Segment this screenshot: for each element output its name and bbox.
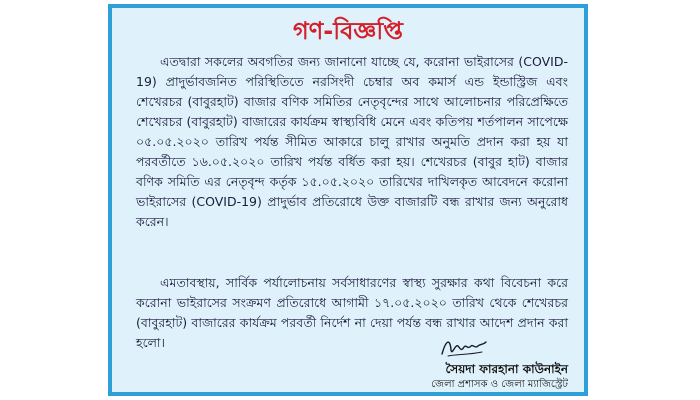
signatory-title: জেলা প্রশাসক ও জেলা ম্যাজিস্ট্রেট xyxy=(431,379,568,390)
notice-paragraph-1: এতদ্বারা সকলের অবগতির জন্য জানানো যাচ্ছে যে, করোনা ভাইরাসের (COVID-19) প্রাদুর্ভাবজনিত পরিস্থিতিতে নরসিংদী চেম্বার অব কমার্স এন্ড ইন্ডাস্ট্রিজ এবং শেখেরচর (বাবুরহাট) বাজার বণিক সমিতির নেতৃবৃন্দের সাথে আলোচনার পরিপ্রেক্ষিতে শেখেরচর (বাবুরহাট) বাজারের কার্যক্রম স্বাস্থ্যবিধি মেনে এবং কতিপয় শর্তপালন সাপেক্ষে ০৫.০৫.২০২০ তারিখ পর্যন্ত সীমিত আকারে চালু রাখার অনুমতি প্রদান করা হয় যা পরবর্তীতে ১৬.০৫.২০২০ তারিখ পর্যন্ত বর্ধিত করা হয়। শেখেরচর (বাবুর হাট) বাজার বণিক সমিতি এর নেতৃবৃন্দ কর্তৃক ১৫.০৫.২০২০ তারিখের দাখিলকৃত আবেদনে করোনা ভাইরাসের (COVID-19) প্রাদুর্ভাব প্রতিরোধে উক্ত বাজারটি বন্ধ রাখার জন্য অনুরোধ করেন। xyxy=(136,54,568,229)
notice-paragraph-2: এমতাবস্থায়, সার্বিক পর্যালোচনায় সর্বসাধারণের স্বাস্থ্য সুরক্ষার কথা বিবেচনা করে করোনা ভাইরাসের সংক্রমণ প্রতিরোধে আগামী ১৭.০৫.২০২০ তারিখ থেকে শেখেরচর (বাবুরহাট) বাজারের কার্যক্রম পরবর্তী নির্দেশ না দেয়া পর্যন্ত বন্ধ রাখার আদেশ প্রদান করা হলো। xyxy=(136,275,568,350)
signatory-name: সৈয়দা ফারহানা কাউনাইন xyxy=(445,362,568,376)
notice-card xyxy=(108,4,588,396)
signature-icon xyxy=(438,334,488,360)
notice-title: গণ-বিজ্ঞপ্তি xyxy=(293,17,403,45)
